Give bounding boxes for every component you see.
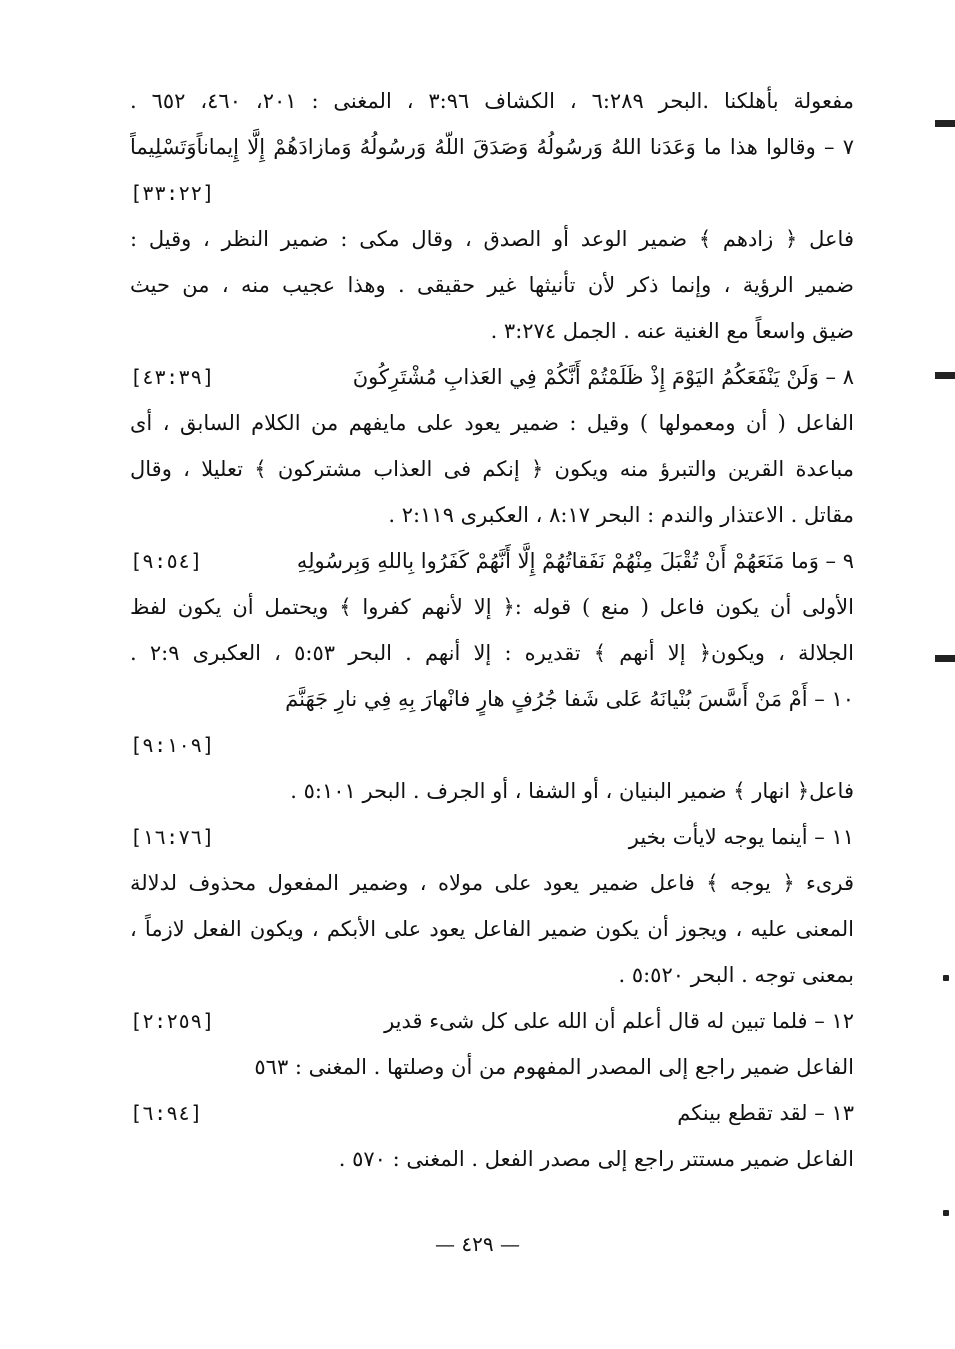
text-line: الجلالة ، ويكون﴿ إلا أنهم ﴾ تقديره : إلا أنهم . البحر ٥:٥٣ ، العكبرى ٢:٩ . [130,641,854,665]
verse-reference: [٣٣:٢٢] [130,181,215,205]
text-line: مباعدة القرين والتبرؤ منه ويكون ﴿ إنكم فى العذاب مشتركون ﴾ تعليلا ، وقال [130,457,854,481]
page-body [130,78,854,1182]
verse-text: ٩ – وَما مَنَعَهُمْ أَنْ تُقْبَلَ مِنْهُمْ نَفَقاتُهُمْ إِلَّا أَنَّهُمْ كَفَرُوا بِاللهِ وَبِرسُولِهِ [296,549,854,573]
text-line: ضمير الرؤية ، وإنما ذكر لأن تأنيثها غير حقيقى . وهذا عجيب منه ، من حيث [130,273,854,297]
text-line: الفاعل ضمير مستتر راجع إلى مصدر الفعل . المغنى : ٥٧٠ . [338,1147,854,1171]
margin-mark [935,655,955,662]
verse-reference: [٩:٥٤] [130,549,203,573]
verse-line [130,998,854,1044]
verse-line [130,354,854,400]
margin-mark [935,372,955,379]
verse-reference: [٩:١٠٩] [130,733,215,757]
text-line: فاعل ﴿ زادهم ﴾ ضمير الوعد أو الصدق ، وقال مكى : ضمير النظر ، وقيل : [130,227,854,251]
text-line: مقاتل . الاعتذار والندم : البحر ٨:١٧ ، العكبرى ٢:١١٩ . [388,503,854,527]
text-line: المعنى عليه ، ويجوز أن يكون ضمير الفاعل يعود على الأبكم ، ويكون الفعل لازماً ، [130,917,854,941]
text-line: ضيق واسعاً مع الغنية عنه . الجمل ٣:٢٧٤ . [490,319,854,343]
verse-reference: [١٦:٧٦] [130,825,215,849]
text-line: فاعل﴿ انهار ﴾ ضمير البنيان ، أو الشفا ، أو الجرف . البحر ٥:١٠١ . [290,779,854,803]
text-line: الفاعل ضمير راجع إلى المصدر المفهوم من أن وصلتها . المغنى : ٥٦٣ [254,1055,854,1079]
text-line: بمعنى توجه . البحر ٥:٥٢٠ . [618,963,854,987]
verse-reference: [٦:٩٤] [130,1101,203,1125]
margin-dot [943,975,949,981]
margin-mark [935,120,955,127]
verse-line [130,814,854,860]
verse-text: ١١ – أينما يوجه لايأت بخير [628,825,854,849]
text-line: الأولى أن يكون فاعل ( منع ) قوله :﴿ إلا لأنهم كفروا ﴾ ويحتمل أن يكون لفظ [130,595,854,619]
verse-line: ٧ – وقالوا هذا ما وَعَدَنا اللهُ وَرسُولُهُ وَصَدَقَ اللّهُ وَرسُولُهُ وَمازادَهُمْ إِلَّا إِيماناًوَتَسْلِيماً [130,135,854,159]
text-line: مفعولة بأهلكنا .البحر ٦:٢٨٩ ، الكشاف ٣:٩٦ ، المغنى : ٢٠١، ٤٦٠، ٦٥٢ . [130,89,854,113]
page-number: — ٤٢٩ — [435,1232,520,1256]
verse-text: ١٣ – لقد تقطع بينكم [677,1101,854,1125]
text-line: الفاعل ( أن ومعمولها ) وقيل : ضمير يعود على مايفهم من الكلام السابق ، أى [130,411,854,435]
margin-dot [943,1210,949,1216]
verse-line: ١٠ – أَمْ مَنْ أَسَّسَ بُنْيانَهُ عَلى شَفا جُرُفٍ هارٍ فانْهارَ بِهِ فِي نارِ جَهَنَّمَ [285,687,854,711]
verse-reference: [٤٣:٣٩] [130,365,215,389]
verse-text: ١٢ – فلما تبين له قال أعلم أن الله على كل شىء قدير [384,1009,854,1033]
verse-reference: [٢:٢٥٩] [130,1009,215,1033]
verse-line [130,538,854,584]
verse-text: ٨ – وَلَنْ يَنْفَعَكُمُ اليَوْمَ إِذْ ظَلَمْتُمْ أَنَّكُمْ فِي العَذابِ مُشْتَرِكُونَ [352,365,854,389]
verse-line [130,1090,854,1136]
text-line: قرىء ﴿ يوجه ﴾ فاعل ضمير يعود على مولاه ، وضمير المفعول محذوف لدلالة [130,871,854,895]
